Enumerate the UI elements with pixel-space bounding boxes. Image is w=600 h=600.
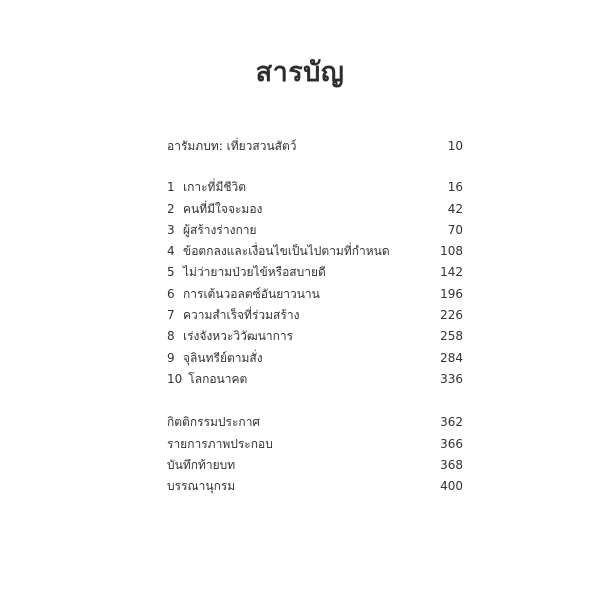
- entry-page-number: 226: [440, 308, 463, 323]
- toc-entry-chapter: [167, 369, 463, 390]
- chapter-number: 10: [167, 371, 183, 386]
- entry-page-number: 196: [440, 286, 463, 301]
- toc-entry-chapter: [167, 326, 463, 347]
- entry-title: การเต้นวอลตซ์อันยาวนาน: [183, 286, 320, 301]
- toc-entry-chapter: [167, 177, 463, 198]
- spacer: [167, 157, 463, 177]
- entry-title: ไม่ว่ายามป่วยไข้หรือสบายดี: [183, 265, 326, 280]
- entry-title: บันทึกท้ายบท: [167, 457, 236, 472]
- spacer: [167, 390, 463, 412]
- chapter-number: 2: [167, 201, 175, 216]
- toc-entry-prologue: [167, 136, 463, 157]
- chapter-number: 6: [167, 286, 175, 301]
- entry-title: เร่งจังหวะวิวัฒนาการ: [183, 329, 294, 344]
- chapter-number: 9: [167, 350, 175, 365]
- entry-title: จุลินทรีย์ตามสั่ง: [183, 350, 263, 365]
- toc-entry-chapter: [167, 199, 463, 220]
- toc-entry-backmatter: [167, 455, 463, 476]
- chapter-number: 8: [167, 329, 175, 344]
- entry-page-number: 336: [440, 371, 463, 386]
- entry-title: รายการภาพประกอบ: [167, 436, 273, 451]
- chapter-number: 5: [167, 265, 175, 280]
- entry-title: อารัมภบท: เที่ยวสวนสัตว์: [167, 139, 297, 153]
- entry-page-number: 70: [447, 222, 463, 237]
- page-title: สารบัญ: [255, 57, 345, 88]
- entry-page-number: 284: [440, 350, 463, 365]
- entry-page-number: 142: [440, 265, 463, 280]
- entry-page-number: 10: [447, 139, 463, 153]
- table-of-contents: [167, 136, 463, 497]
- toc-entry-chapter: [167, 305, 463, 326]
- toc-entry-backmatter: [167, 434, 463, 455]
- entry-page-number: 258: [440, 329, 463, 344]
- toc-entry-backmatter: [167, 412, 463, 433]
- toc-entry-chapter: [167, 262, 463, 283]
- entry-title: ผู้สร้างร่างกาย: [183, 222, 257, 237]
- entry-title: ข้อตกลงและเงื่อนไขเป็นไปตามที่กำหนด: [183, 244, 390, 259]
- entry-page-number: 366: [440, 436, 463, 451]
- toc-entry-chapter: [167, 241, 463, 262]
- chapter-number: 7: [167, 308, 175, 323]
- entry-title: โลกอนาคต: [188, 371, 248, 386]
- backmatter-list: [167, 412, 463, 497]
- toc-entry-chapter: [167, 284, 463, 305]
- toc-entry-backmatter: [167, 476, 463, 497]
- entry-page-number: 368: [440, 457, 463, 472]
- entry-page-number: 42: [447, 201, 463, 216]
- chapter-number: 1: [167, 180, 175, 195]
- entry-title: กิตติกรรมประกาศ: [167, 415, 261, 430]
- entry-title: บรรณานุกรม: [167, 479, 236, 494]
- entry-title: เกาะที่มีชีวิต: [183, 180, 247, 195]
- toc-entry-chapter: [167, 348, 463, 369]
- chapter-list: [167, 177, 463, 390]
- entry-page-number: 16: [447, 180, 463, 195]
- toc-entry-chapter: [167, 220, 463, 241]
- entry-page-number: 362: [440, 415, 463, 430]
- chapter-number: 3: [167, 222, 175, 237]
- entry-title: คนที่มีใจจะมอง: [183, 201, 263, 216]
- entry-title: ความสำเร็จที่ร่วมสร้าง: [183, 308, 300, 323]
- entry-page-number: 400: [440, 479, 463, 494]
- entry-page-number: 108: [440, 244, 463, 259]
- chapter-number: 4: [167, 244, 175, 259]
